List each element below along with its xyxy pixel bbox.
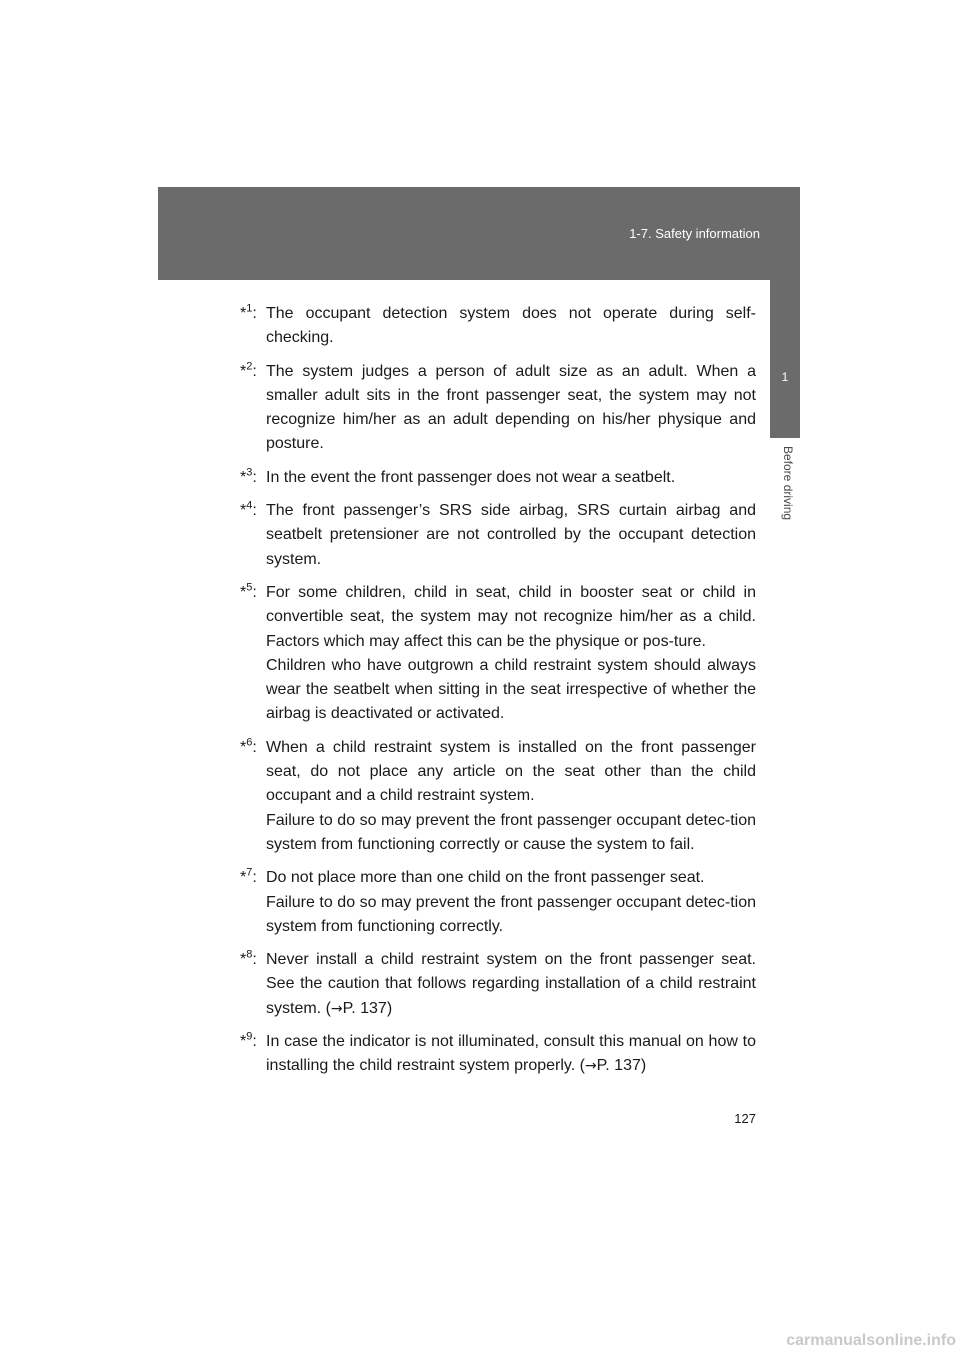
footnote-marker: *$^6$: [240, 736, 257, 756]
footnote-text: Never install a child restraint system on the front passenger seat. See the caution that follows regarding installation of a child restraint system. (→P. 137) [266, 951, 756, 1017]
footnote-text: Failure to do so may prevent the front passenger occupant detec-tion system from functioning correctly. [266, 893, 756, 935]
section-title: 1-7. Safety information [629, 226, 760, 241]
footnote-item [240, 948, 756, 1021]
footnote-list [240, 302, 756, 1088]
footnote-marker: *$^7$: [240, 866, 257, 887]
footnote-item [240, 360, 756, 457]
footnote-body [266, 581, 756, 727]
header-band [158, 187, 800, 280]
footnote-text: The system judges a person of adult size as an adult. When a smaller adult sits in the front passenger seat, the system may not recognize him/her as an adult depending on his/her physique and posture. [266, 362, 756, 453]
footnote-body [266, 360, 756, 457]
footnote-marker: *$^8$: [240, 948, 257, 969]
footnote-item [240, 581, 756, 727]
footnote-marker: *$^1$: [240, 302, 257, 322]
page-number: 127 [734, 1111, 756, 1126]
chapter-number: 1 [781, 370, 789, 384]
footnote-body [266, 866, 756, 939]
footnote-marker: *$^9$: [240, 1030, 257, 1051]
footnote-marker: *$^5$: [240, 581, 257, 601]
footnote-item [240, 499, 756, 572]
page-reference: P. 137) [342, 999, 393, 1017]
footnote-text: Children who have outgrown a child restraint system should always wear the seatbelt when sitting in the seat irrespective of whether the airbag is deactivated or activated. [266, 656, 756, 723]
footnote-body [266, 302, 756, 351]
footnote-item [240, 736, 756, 857]
footnote-body [266, 466, 756, 490]
footnote-text: When a child restraint system is installed on the front passenger seat, do not place any article on the seat other than the child occupant and a child restraint system. [266, 738, 756, 805]
footnote-text: In case the indicator is not illuminated, consult this manual on how to installing the child restraint system properly. (→P. 137) [266, 1033, 756, 1075]
footnote-text: Do not place more than one child on the front passenger seat. [266, 869, 705, 887]
footnote-text: For some children, child in seat, child in booster seat or child in convertible seat, the system may not recognize him/her as a child. Factors which may affect this can be the physique or pos-ture. [266, 583, 756, 650]
footnote-body [266, 1030, 756, 1079]
footnote-body [266, 736, 756, 857]
footnote-marker: *$^4$: [240, 499, 257, 520]
footnote-text: In the event the front passenger does not wear a seatbelt. [266, 468, 676, 486]
chapter-tab [770, 280, 800, 438]
footnote-item [240, 866, 756, 939]
footnote-marker: *$^2$: [240, 360, 257, 380]
footnote-text: Failure to do so may prevent the front passenger occupant detec-tion system from functioning correctly or cause the system to fail. [266, 811, 756, 853]
footnote-item [240, 1030, 756, 1079]
footnote-text: The occupant detection system does not operate during self-checking. [266, 305, 756, 347]
arrow-right-icon: → [584, 1058, 597, 1075]
footnote-body [266, 499, 756, 572]
footnote-item [240, 466, 756, 490]
arrow-right-icon: → [330, 1000, 343, 1017]
watermark: carmanualsonline.info [786, 1332, 956, 1349]
footnote-marker: *$^3$: [240, 466, 257, 486]
chapter-label: Before driving [781, 446, 795, 521]
footnote-text: The front passenger’s SRS side airbag, SRS curtain airbag and seatbelt pretensioner are not controlled by the occupant detection system. [266, 502, 756, 568]
footnote-body [266, 948, 756, 1021]
page-reference: P. 137) [596, 1057, 647, 1075]
footnote-item [240, 302, 756, 351]
